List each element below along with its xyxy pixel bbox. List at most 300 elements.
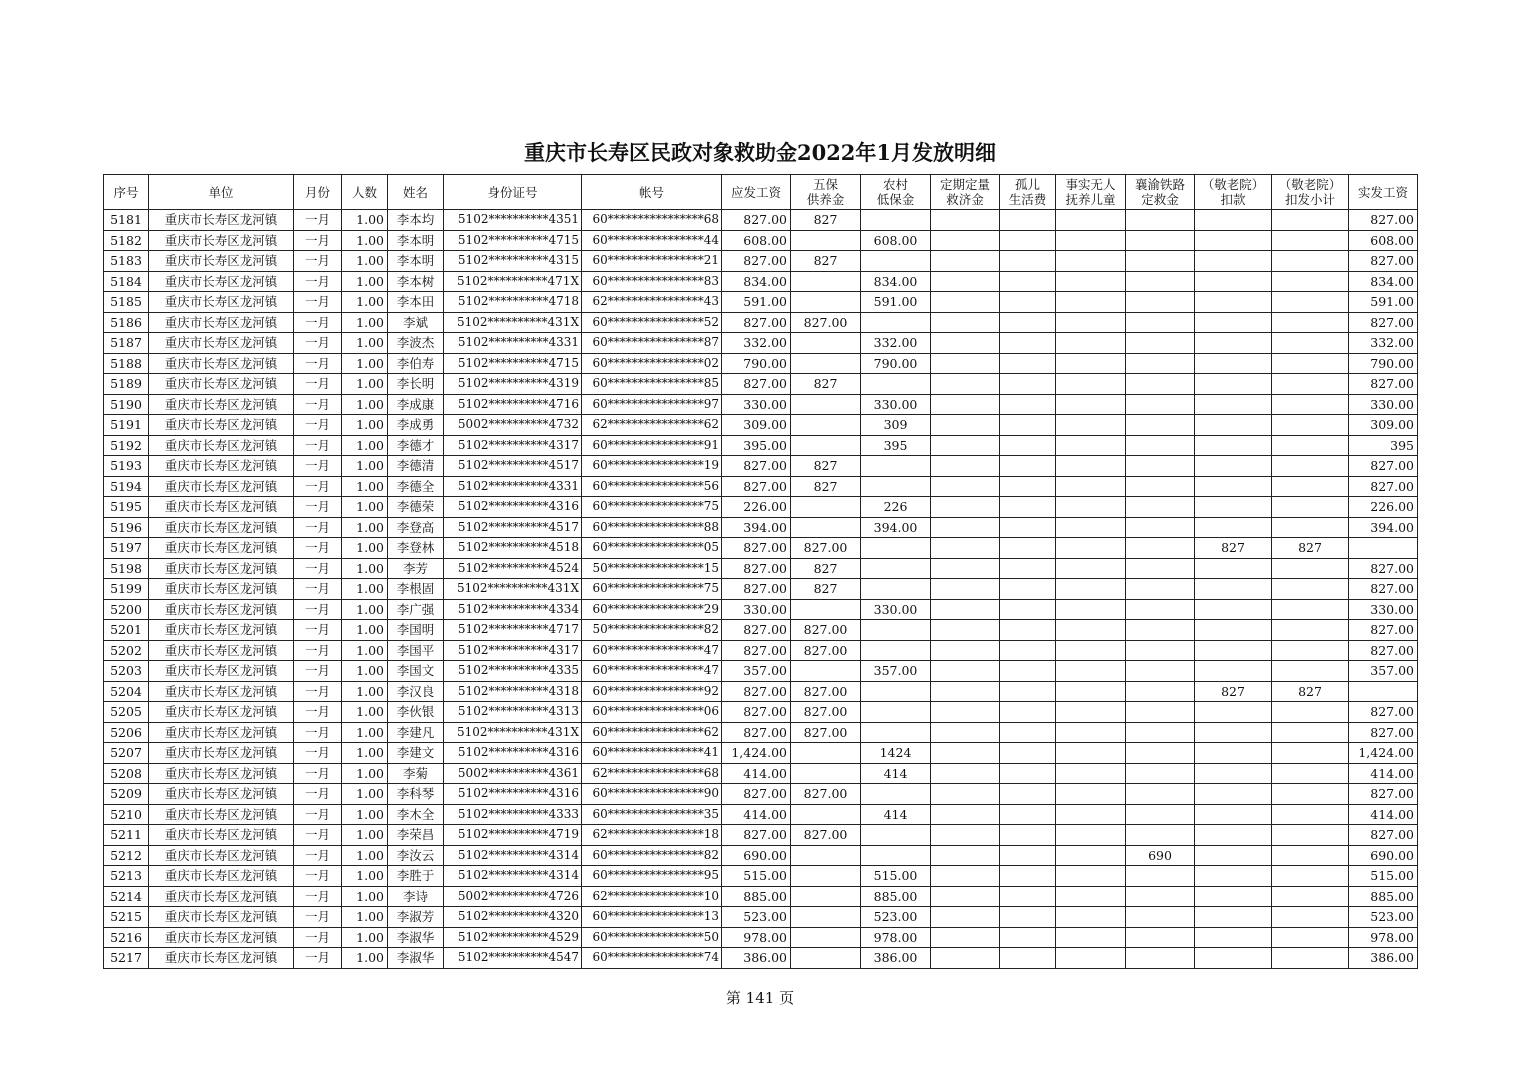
cell-account-number: 60****************02 — [582, 353, 722, 374]
cell-account-number: 60****************21 — [582, 251, 722, 272]
cell-railway-relief-fund — [1126, 784, 1195, 805]
cell-nursing-home-deduction-subtotal — [1272, 476, 1349, 497]
cell-rural-subsistence-fund — [861, 476, 931, 497]
cell-rural-subsistence-fund — [861, 620, 931, 641]
cell-nursing-home-deduction-subtotal — [1272, 640, 1349, 661]
relief-fund-table — [103, 174, 1418, 969]
cell-actual-amount: 827.00 — [1349, 825, 1418, 846]
cell-month: 一月 — [294, 353, 342, 374]
cell-five-guarantee-fund: 827 — [791, 251, 861, 272]
cell-railway-relief-fund — [1126, 825, 1195, 846]
cell-orphan-living-fee — [1000, 743, 1056, 764]
cell-nursing-home-deduction — [1195, 312, 1272, 333]
cell-orphan-living-fee — [1000, 661, 1056, 682]
cell-name: 李波杰 — [388, 333, 444, 354]
cell-headcount: 1.00 — [342, 948, 388, 969]
cell-unsupported-child-fund — [1056, 907, 1126, 928]
cell-nursing-home-deduction — [1195, 292, 1272, 313]
cell-rural-subsistence-fund — [861, 579, 931, 600]
cell-serial-number: 5207 — [104, 743, 149, 764]
header-actual-amount: 实发工资 — [1349, 175, 1418, 210]
cell-nursing-home-deduction — [1195, 866, 1272, 887]
cell-regular-relief-fund — [931, 497, 1000, 518]
cell-unit: 重庆市长寿区龙河镇 — [149, 476, 294, 497]
cell-account-number: 60****************68 — [582, 210, 722, 231]
table-row — [104, 292, 1418, 313]
cell-unit: 重庆市长寿区龙河镇 — [149, 825, 294, 846]
cell-regular-relief-fund — [931, 825, 1000, 846]
cell-unsupported-child-fund — [1056, 681, 1126, 702]
cell-unsupported-child-fund — [1056, 230, 1126, 251]
cell-unit: 重庆市长寿区龙河镇 — [149, 517, 294, 538]
cell-railway-relief-fund — [1126, 948, 1195, 969]
cell-railway-relief-fund — [1126, 292, 1195, 313]
cell-payable-amount: 591.00 — [722, 292, 791, 313]
header-month: 月份 — [294, 175, 342, 210]
cell-id-number: 5002**********4732 — [444, 415, 582, 436]
cell-headcount: 1.00 — [342, 927, 388, 948]
cell-name: 李国平 — [388, 640, 444, 661]
cell-unsupported-child-fund — [1056, 394, 1126, 415]
cell-rural-subsistence-fund: 386.00 — [861, 948, 931, 969]
cell-payable-amount: 790.00 — [722, 353, 791, 374]
cell-id-number: 5102**********4524 — [444, 558, 582, 579]
page-number: 第 141 页 — [725, 989, 795, 1007]
cell-month: 一月 — [294, 415, 342, 436]
cell-serial-number: 5200 — [104, 599, 149, 620]
cell-payable-amount: 827.00 — [722, 579, 791, 600]
cell-name: 李本明 — [388, 230, 444, 251]
table-row — [104, 435, 1418, 456]
cell-month: 一月 — [294, 661, 342, 682]
cell-railway-relief-fund — [1126, 333, 1195, 354]
cell-orphan-living-fee — [1000, 948, 1056, 969]
cell-nursing-home-deduction — [1195, 435, 1272, 456]
cell-payable-amount: 395.00 — [722, 435, 791, 456]
header-serial-number: 序号 — [104, 175, 149, 210]
cell-nursing-home-deduction-subtotal — [1272, 435, 1349, 456]
cell-name: 李国明 — [388, 620, 444, 641]
cell-orphan-living-fee — [1000, 497, 1056, 518]
cell-unsupported-child-fund — [1056, 620, 1126, 641]
cell-serial-number: 5190 — [104, 394, 149, 415]
cell-railway-relief-fund — [1126, 804, 1195, 825]
table-row — [104, 271, 1418, 292]
cell-regular-relief-fund — [931, 271, 1000, 292]
cell-five-guarantee-fund — [791, 271, 861, 292]
cell-account-number: 62****************43 — [582, 292, 722, 313]
cell-orphan-living-fee — [1000, 394, 1056, 415]
cell-serial-number: 5209 — [104, 784, 149, 805]
cell-regular-relief-fund — [931, 230, 1000, 251]
cell-serial-number: 5211 — [104, 825, 149, 846]
page-title: 重庆市长寿区民政对象救助金2022年1月发放明细 — [523, 140, 997, 165]
cell-name: 李菊 — [388, 763, 444, 784]
cell-month: 一月 — [294, 476, 342, 497]
cell-payable-amount: 827.00 — [722, 558, 791, 579]
cell-id-number: 5102**********4717 — [444, 620, 582, 641]
cell-regular-relief-fund — [931, 845, 1000, 866]
table-row — [104, 538, 1418, 559]
cell-rural-subsistence-fund: 226 — [861, 497, 931, 518]
cell-account-number: 60****************83 — [582, 271, 722, 292]
cell-name: 李本均 — [388, 210, 444, 231]
cell-rural-subsistence-fund — [861, 210, 931, 231]
table-row — [104, 579, 1418, 600]
cell-five-guarantee-fund — [791, 333, 861, 354]
cell-regular-relief-fund — [931, 702, 1000, 723]
cell-payable-amount: 690.00 — [722, 845, 791, 866]
table-row — [104, 886, 1418, 907]
cell-unit: 重庆市长寿区龙河镇 — [149, 374, 294, 395]
cell-serial-number: 5182 — [104, 230, 149, 251]
cell-orphan-living-fee — [1000, 784, 1056, 805]
table-row — [104, 374, 1418, 395]
cell-month: 一月 — [294, 948, 342, 969]
cell-unit: 重庆市长寿区龙河镇 — [149, 702, 294, 723]
cell-account-number: 60****************41 — [582, 743, 722, 764]
cell-nursing-home-deduction — [1195, 722, 1272, 743]
cell-unit: 重庆市长寿区龙河镇 — [149, 681, 294, 702]
cell-regular-relief-fund — [931, 435, 1000, 456]
cell-orphan-living-fee — [1000, 374, 1056, 395]
cell-headcount: 1.00 — [342, 661, 388, 682]
cell-actual-amount: 827.00 — [1349, 251, 1418, 272]
cell-id-number: 5102**********431X — [444, 579, 582, 600]
cell-nursing-home-deduction — [1195, 210, 1272, 231]
cell-actual-amount: 414.00 — [1349, 763, 1418, 784]
cell-serial-number: 5195 — [104, 497, 149, 518]
cell-serial-number: 5210 — [104, 804, 149, 825]
cell-headcount: 1.00 — [342, 210, 388, 231]
cell-nursing-home-deduction — [1195, 230, 1272, 251]
cell-month: 一月 — [294, 886, 342, 907]
cell-month: 一月 — [294, 702, 342, 723]
cell-account-number: 60****************91 — [582, 435, 722, 456]
cell-id-number: 5102**********4334 — [444, 599, 582, 620]
cell-rural-subsistence-fund: 330.00 — [861, 394, 931, 415]
cell-rural-subsistence-fund: 608.00 — [861, 230, 931, 251]
header-nursing-home-deduction-subtotal: （敬老院） 扣发小计 — [1272, 175, 1349, 210]
cell-orphan-living-fee — [1000, 620, 1056, 641]
header-row — [104, 175, 1418, 210]
cell-month: 一月 — [294, 866, 342, 887]
cell-unit: 重庆市长寿区龙河镇 — [149, 845, 294, 866]
cell-railway-relief-fund — [1126, 476, 1195, 497]
cell-railway-relief-fund — [1126, 312, 1195, 333]
cell-payable-amount: 330.00 — [722, 599, 791, 620]
cell-name: 李成勇 — [388, 415, 444, 436]
cell-id-number: 5102**********431X — [444, 722, 582, 743]
cell-id-number: 5102**********4331 — [444, 476, 582, 497]
cell-rural-subsistence-fund — [861, 702, 931, 723]
cell-id-number: 5102**********4314 — [444, 866, 582, 887]
cell-name: 李汉良 — [388, 681, 444, 702]
cell-orphan-living-fee — [1000, 558, 1056, 579]
cell-unit: 重庆市长寿区龙河镇 — [149, 927, 294, 948]
cell-headcount: 1.00 — [342, 374, 388, 395]
cell-railway-relief-fund — [1126, 374, 1195, 395]
cell-five-guarantee-fund — [791, 845, 861, 866]
cell-orphan-living-fee — [1000, 312, 1056, 333]
cell-account-number: 60****************85 — [582, 374, 722, 395]
cell-serial-number: 5194 — [104, 476, 149, 497]
cell-five-guarantee-fund — [791, 763, 861, 784]
cell-orphan-living-fee — [1000, 702, 1056, 723]
cell-id-number: 5102**********4315 — [444, 251, 582, 272]
cell-nursing-home-deduction-subtotal — [1272, 702, 1349, 723]
cell-actual-amount: 523.00 — [1349, 907, 1418, 928]
cell-headcount: 1.00 — [342, 415, 388, 436]
table-row — [104, 599, 1418, 620]
cell-payable-amount: 827.00 — [722, 825, 791, 846]
cell-id-number: 5102**********4331 — [444, 333, 582, 354]
cell-name: 李根固 — [388, 579, 444, 600]
cell-five-guarantee-fund — [791, 948, 861, 969]
cell-unsupported-child-fund — [1056, 497, 1126, 518]
cell-actual-amount: 226.00 — [1349, 497, 1418, 518]
cell-serial-number: 5208 — [104, 763, 149, 784]
cell-regular-relief-fund — [931, 804, 1000, 825]
cell-name: 李胜于 — [388, 866, 444, 887]
cell-nursing-home-deduction — [1195, 763, 1272, 784]
cell-headcount: 1.00 — [342, 784, 388, 805]
cell-five-guarantee-fund: 827 — [791, 476, 861, 497]
cell-headcount: 1.00 — [342, 579, 388, 600]
cell-unsupported-child-fund — [1056, 702, 1126, 723]
cell-actual-amount: 827.00 — [1349, 374, 1418, 395]
cell-nursing-home-deduction — [1195, 907, 1272, 928]
cell-headcount: 1.00 — [342, 456, 388, 477]
cell-five-guarantee-fund — [791, 743, 861, 764]
cell-id-number: 5102**********4333 — [444, 804, 582, 825]
cell-month: 一月 — [294, 804, 342, 825]
cell-nursing-home-deduction-subtotal — [1272, 804, 1349, 825]
cell-orphan-living-fee — [1000, 681, 1056, 702]
cell-account-number: 50****************15 — [582, 558, 722, 579]
cell-actual-amount: 790.00 — [1349, 353, 1418, 374]
cell-regular-relief-fund — [931, 579, 1000, 600]
cell-unsupported-child-fund — [1056, 579, 1126, 600]
cell-headcount: 1.00 — [342, 312, 388, 333]
cell-actual-amount: 978.00 — [1349, 927, 1418, 948]
cell-serial-number: 5212 — [104, 845, 149, 866]
cell-payable-amount: 827.00 — [722, 251, 791, 272]
cell-month: 一月 — [294, 210, 342, 231]
cell-serial-number: 5204 — [104, 681, 149, 702]
cell-actual-amount: 330.00 — [1349, 599, 1418, 620]
cell-rural-subsistence-fund — [861, 825, 931, 846]
cell-orphan-living-fee — [1000, 251, 1056, 272]
cell-serial-number: 5183 — [104, 251, 149, 272]
cell-nursing-home-deduction — [1195, 661, 1272, 682]
cell-regular-relief-fund — [931, 251, 1000, 272]
header-unsupported-child-fund: 事实无人 抚养儿童 — [1056, 175, 1126, 210]
cell-month: 一月 — [294, 230, 342, 251]
cell-headcount: 1.00 — [342, 538, 388, 559]
cell-headcount: 1.00 — [342, 640, 388, 661]
cell-payable-amount: 414.00 — [722, 804, 791, 825]
cell-railway-relief-fund — [1126, 538, 1195, 559]
cell-id-number: 5102**********4518 — [444, 538, 582, 559]
cell-serial-number: 5188 — [104, 353, 149, 374]
cell-name: 李德清 — [388, 456, 444, 477]
table-row — [104, 825, 1418, 846]
cell-id-number: 5102**********4715 — [444, 353, 582, 374]
cell-id-number: 5102**********4313 — [444, 702, 582, 723]
cell-regular-relief-fund — [931, 394, 1000, 415]
cell-regular-relief-fund — [931, 784, 1000, 805]
cell-nursing-home-deduction-subtotal — [1272, 456, 1349, 477]
cell-nursing-home-deduction-subtotal — [1272, 210, 1349, 231]
cell-regular-relief-fund — [931, 558, 1000, 579]
cell-nursing-home-deduction — [1195, 353, 1272, 374]
cell-unsupported-child-fund — [1056, 271, 1126, 292]
cell-actual-amount: 827.00 — [1349, 210, 1418, 231]
cell-id-number: 5102**********4529 — [444, 927, 582, 948]
cell-railway-relief-fund: 690 — [1126, 845, 1195, 866]
cell-five-guarantee-fund — [791, 292, 861, 313]
cell-actual-amount: 330.00 — [1349, 394, 1418, 415]
cell-unit: 重庆市长寿区龙河镇 — [149, 456, 294, 477]
table-row — [104, 907, 1418, 928]
cell-payable-amount: 394.00 — [722, 517, 791, 538]
cell-payable-amount: 357.00 — [722, 661, 791, 682]
cell-account-number: 62****************68 — [582, 763, 722, 784]
cell-five-guarantee-fund: 827.00 — [791, 312, 861, 333]
cell-unsupported-child-fund — [1056, 743, 1126, 764]
header-regular-relief-fund: 定期定量 救济金 — [931, 175, 1000, 210]
cell-month: 一月 — [294, 312, 342, 333]
cell-regular-relief-fund — [931, 292, 1000, 313]
cell-account-number: 60****************05 — [582, 538, 722, 559]
cell-five-guarantee-fund — [791, 353, 861, 374]
table-body — [104, 210, 1418, 969]
cell-headcount: 1.00 — [342, 394, 388, 415]
cell-nursing-home-deduction-subtotal — [1272, 251, 1349, 272]
cell-account-number: 60****************75 — [582, 579, 722, 600]
cell-account-number: 60****************35 — [582, 804, 722, 825]
cell-orphan-living-fee — [1000, 230, 1056, 251]
cell-five-guarantee-fund — [791, 497, 861, 518]
cell-nursing-home-deduction-subtotal — [1272, 271, 1349, 292]
cell-id-number: 5102**********4517 — [444, 517, 582, 538]
cell-month: 一月 — [294, 558, 342, 579]
cell-regular-relief-fund — [931, 681, 1000, 702]
table-row — [104, 230, 1418, 251]
cell-five-guarantee-fund: 827.00 — [791, 640, 861, 661]
cell-name: 李科琴 — [388, 784, 444, 805]
cell-nursing-home-deduction — [1195, 579, 1272, 600]
cell-id-number: 5102**********471X — [444, 271, 582, 292]
cell-actual-amount: 827.00 — [1349, 620, 1418, 641]
cell-unsupported-child-fund — [1056, 292, 1126, 313]
cell-unsupported-child-fund — [1056, 538, 1126, 559]
cell-serial-number: 5199 — [104, 579, 149, 600]
cell-rural-subsistence-fund: 309 — [861, 415, 931, 436]
cell-actual-amount: 515.00 — [1349, 866, 1418, 887]
cell-serial-number: 5217 — [104, 948, 149, 969]
cell-account-number: 60****************92 — [582, 681, 722, 702]
header-headcount: 人数 — [342, 175, 388, 210]
cell-unit: 重庆市长寿区龙河镇 — [149, 722, 294, 743]
cell-serial-number: 5206 — [104, 722, 149, 743]
table-row — [104, 394, 1418, 415]
cell-nursing-home-deduction-subtotal — [1272, 497, 1349, 518]
cell-regular-relief-fund — [931, 661, 1000, 682]
cell-unsupported-child-fund — [1056, 927, 1126, 948]
cell-regular-relief-fund — [931, 599, 1000, 620]
cell-serial-number: 5197 — [104, 538, 149, 559]
cell-account-number: 60****************06 — [582, 702, 722, 723]
cell-headcount: 1.00 — [342, 845, 388, 866]
cell-orphan-living-fee — [1000, 640, 1056, 661]
cell-rural-subsistence-fund: 834.00 — [861, 271, 931, 292]
cell-month: 一月 — [294, 681, 342, 702]
cell-orphan-living-fee — [1000, 927, 1056, 948]
cell-regular-relief-fund — [931, 517, 1000, 538]
table-row — [104, 476, 1418, 497]
cell-unsupported-child-fund — [1056, 866, 1126, 887]
cell-railway-relief-fund — [1126, 456, 1195, 477]
cell-headcount: 1.00 — [342, 251, 388, 272]
cell-orphan-living-fee — [1000, 435, 1056, 456]
cell-rural-subsistence-fund: 330.00 — [861, 599, 931, 620]
cell-unit: 重庆市长寿区龙河镇 — [149, 907, 294, 928]
cell-five-guarantee-fund — [791, 517, 861, 538]
cell-five-guarantee-fund — [791, 907, 861, 928]
cell-name: 李建文 — [388, 743, 444, 764]
cell-nursing-home-deduction-subtotal — [1272, 927, 1349, 948]
cell-five-guarantee-fund: 827.00 — [791, 784, 861, 805]
cell-serial-number: 5201 — [104, 620, 149, 641]
cell-headcount: 1.00 — [342, 804, 388, 825]
header-railway-relief-fund: 襄渝铁路 定救金 — [1126, 175, 1195, 210]
cell-nursing-home-deduction — [1195, 476, 1272, 497]
cell-id-number: 5102**********4719 — [444, 825, 582, 846]
cell-five-guarantee-fund — [791, 886, 861, 907]
cell-month: 一月 — [294, 333, 342, 354]
cell-payable-amount: 1,424.00 — [722, 743, 791, 764]
cell-unit: 重庆市长寿区龙河镇 — [149, 579, 294, 600]
cell-nursing-home-deduction: 827 — [1195, 538, 1272, 559]
cell-rural-subsistence-fund — [861, 374, 931, 395]
cell-unsupported-child-fund — [1056, 312, 1126, 333]
cell-account-number: 60****************47 — [582, 661, 722, 682]
cell-account-number: 60****************44 — [582, 230, 722, 251]
table-row — [104, 722, 1418, 743]
cell-unsupported-child-fund — [1056, 415, 1126, 436]
cell-name: 李伙银 — [388, 702, 444, 723]
cell-month: 一月 — [294, 845, 342, 866]
cell-actual-amount: 394.00 — [1349, 517, 1418, 538]
cell-payable-amount: 978.00 — [722, 927, 791, 948]
cell-name: 李登林 — [388, 538, 444, 559]
cell-month: 一月 — [294, 825, 342, 846]
cell-serial-number: 5215 — [104, 907, 149, 928]
cell-account-number: 62****************18 — [582, 825, 722, 846]
cell-account-number: 60****************74 — [582, 948, 722, 969]
cell-rural-subsistence-fund: 790.00 — [861, 353, 931, 374]
cell-regular-relief-fund — [931, 948, 1000, 969]
cell-unit: 重庆市长寿区龙河镇 — [149, 640, 294, 661]
cell-nursing-home-deduction-subtotal — [1272, 353, 1349, 374]
cell-serial-number: 5216 — [104, 927, 149, 948]
cell-nursing-home-deduction-subtotal — [1272, 394, 1349, 415]
cell-five-guarantee-fund: 827 — [791, 210, 861, 231]
cell-name: 李淑芳 — [388, 907, 444, 928]
cell-unit: 重庆市长寿区龙河镇 — [149, 415, 294, 436]
